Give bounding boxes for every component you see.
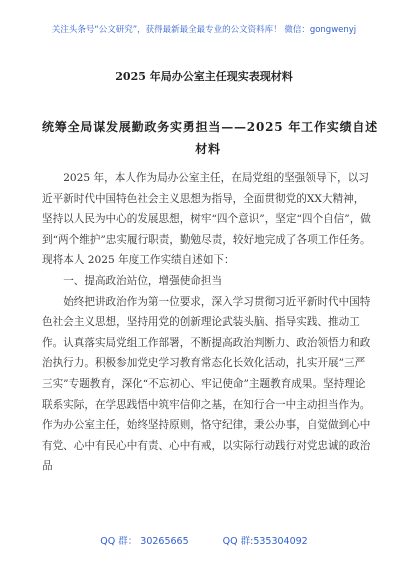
body-paragraph: 始终把讲政治作为第一位要求，深入学习贯彻习近平新时代中国特色社会主义思想，坚持用党的创新理论武装头脑、指导实践、推动工作。认真落实局党组工作部署，不断提高政治判断力、政治领悟力和政治执行力。积极参加党史学习教育常态化长效化活动，扎实开展”三严三实”专题教育，深化“不忘初心、牢记使命”主题教育成果。坚持理论联系实际，在学思践悟中筑牢信仰之基，在知行合一中主动担当作为。作为办公室主任，始终坚持原则，恪守纪律，秉公办事，自觉做到心中有党、心中有民心中有责、心中有戒，以实际行动践行对党忠诚的政治品 [42, 295, 371, 473]
subtitle-line-1: 统筹全局谋发展勤政务实勇担当——2025 年工作实绩自述 [42, 120, 378, 134]
document-body [42, 168, 374, 477]
qq-group-1: QQ 群： 30265665 [100, 536, 189, 547]
qq-footer [0, 536, 408, 548]
document-title: 2025 年局办公室主任现实表现材料 [115, 70, 293, 83]
subtitle-line-2: 材料 [195, 142, 221, 156]
section-heading: 一、提高政治站位，增强使命担当 [63, 274, 223, 287]
promo-header: 关注头条号“公文研究”，获得最新最全最专业的公文资料库！ 微信：gongwenyj [51, 25, 357, 35]
document-subtitle [42, 116, 378, 160]
intro-paragraph: 2025 年，本人作为局办公室主任，在局党组的坚强领导下，以习近平新时代中国特色社会主义思想为指导，全面贯彻党的XX大精神，坚持以人民为中心的发展思想，树牢“四个意识”，坚定“四个自信”，做到“两个维护”忠实履行职责，勤勉尽责，较好地完成了各项工作任务。现将本人 2025 年度工作实绩自述如下： [42, 172, 371, 267]
qq-group-2: QQ 群:535304092 [222, 536, 308, 547]
